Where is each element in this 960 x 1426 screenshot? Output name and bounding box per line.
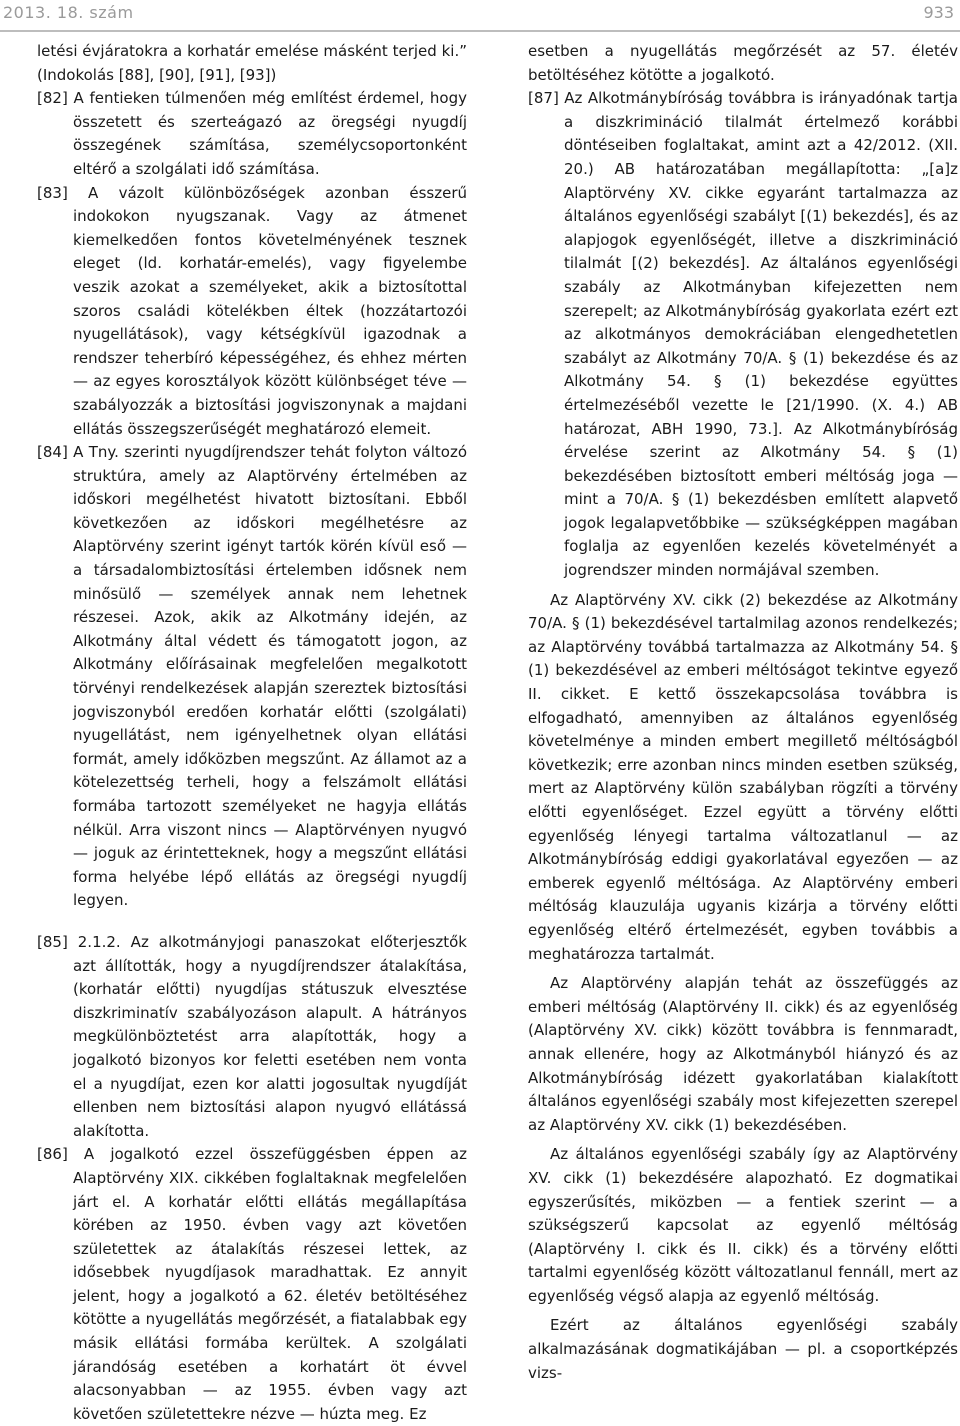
paragraph-quote-b: Az Alaptörvény alapján tehát az összefüggés az emberi méltóság (Alaptörvény II. cikk) és az egyenlőség (Alaptörvény XV. cikk) között továbbra is fennmaradt, annak ellenére, hogy az Alkotmányból hiányzó és az Alkotmánybíróság idézett gyakorlatában kialakított általános egyenlőségi szabály most kifejezetten szerepel az Alaptörvény XV. cikk (1) bekezdésében. bbox=[528, 974, 958, 1134]
paragraph-continuation: letési évjáratokra a korhatár emelése másként terjed ki.” (Indokolás [88], [90], [91], [93]) bbox=[37, 42, 467, 84]
paragraph-83: [83] A vázolt különbözőségek azonban ésszerű indokokon nyugszanak. Vagy az átmenet kiemelkedően fontos követelményének tesznek eleget (ld. korhatár-emelés), vagy figyelembe veszik azokat a személyeket, akik a biztosítottal szoros családi kötelékben éltek (hozzátartozói nyugellátások), vagy kétségkívül igazodnak a rendszer teherbíró képességéhez, és ehhez mérten — az egyes korosztályok között különbséget téve — szabályozzák a biztosítási jogviszonynak a majdani ellátás összegszerűségét meghatározó elemeit. bbox=[37, 183, 467, 438]
paragraph-82: [82] A fentieken túlmenően még említést érdemel, hogy összetett és szerteágazó az öregségi nyugdíj összegének számítása, személycsoportonként eltérő a szolgálati idő számítása. bbox=[37, 89, 467, 178]
issue-label: 2013. 18. szám bbox=[3, 3, 134, 22]
paragraph-quote-a: Az Alaptörvény XV. cikk (2) bekezdése az Alkotmány 70/A. § (1) bekezdésével tartalmilag azonos rendelkezés; az Alaptörvény továbbá tartalmazza az Alkotmány 54. § (1) bekezdésével az emberi méltóságot tekintve egyező II. cikket. E kettő összekapcsolása továbbra is elfogadható, amennyiben az általános egyenlőség követelménye a minden embert megillető méltóságból következik; erre azonban nincs minden esetben szükség, mert az Alaptörvény külön szabályban rögzíti a törvény előtti egyenlőséget. Ezzel együtt a törvény előtti egyenlőség lényegi tartalma változatlanul — az Alkotmánybíróság eddigi gyakorlatával egyezően — az emberek egyenlő méltósága. Az Alaptörvény emberi méltóság klauzulája ugyanis kizárja a törvény előtti egyenlőség eltérő értelmezését, egyben továbbis a meghatározza tartalmát. bbox=[528, 590, 958, 963]
page-header bbox=[0, 0, 960, 32]
paragraph-87: [87] Az Alkotmánybíróság továbbra is irányadónak tartja a diszkrimináció tilalmát értelmező korábbi döntéseiben foglaltakat, amint azt a 42/2012. (XII. 20.) AB határozatában megállapította: „[a]z Alaptörvény XV. cikke egyaránt tartalmazza az általános egyenlőségi szabályt [(1) bekezdés], és az alapjogok egyenlőségét, illetve a diszkrimináció tilalmát [(2) bekezdés]. Az általános egyenlőségi szabály az Alkotmányban kifejezetten nem szerepelt; az Alkotmánybíróság gyakorlata ezért ezt az alkotmányos demokráciában elengedhetetlen szabályt az Alkotmány 70/A. § (1) bekezdése és az Alkotmány 54. § (1) bekezdése együttes értelmezéséből vezette le [21/1990. (X. 4.) AB határozat, ABH 1990, 73.]. Az Alkotmánybíróság érvelése szerint az Alkotmány 54. § (1) bekezdésében biztosított emberi méltóság joga — mint a 70/A. § (1) bekezdésben említett alapvető jogok legalapvetőbbike — szükségképpen magában foglalja az egyenlően kezelés követelményét a jogrendszer minden normájával szemben. bbox=[528, 89, 958, 580]
paragraph-85: [85] 2.1.2. Az alkotmányjogi panaszokat előterjesztők azt állították, hogy a nyugdíjrendszer átalakítása, (korhatár előtti) nyugdíjas státuszuk elvesztése diszkriminatív szabályozáson alapult. A hátrányos megkülönböztetést arra alapították, hogy a jogalkotó bizonyos kor feletti esetében nem vonta el a nyugdíjat, ezen kor alatti jogosultak nyugdíját ellenben nem biztosítási alapon nyugvó ellátássá alakította. bbox=[37, 932, 467, 1140]
page-number: 933 bbox=[923, 3, 954, 22]
left-column bbox=[37, 40, 467, 1426]
paragraph-quote-d: Ezért az általános egyenlőségi szabály alkalmazásának dogmatikájában — pl. a csoportképzés vizs- bbox=[528, 1316, 958, 1382]
paragraph-84: [84] A Tny. szerinti nyugdíjrendszer tehát folyton változó struktúra, amely az Alaptörvény értelmében az időskori megélhetést hivatott biztosítani. Ebből következően az időskori megélhetésre az Alaptörvény szerint igényt tartók körén kívül eső — a társadalombiztosítási értelemben idősnek nem minősülő — személyek annak nem lehetnek részesei. Azok, akik az Alkotmány idején, az Alkotmány által védett és támogatott jogon, az Alkotmány előírásainak megfelelően megalkotott törvényi rendelkezések alapján szereztek biztosítási jogviszonyból eredően korhatár előtti (szolgálati) nyugellátást, nem igényelhetnek olyan ellátási formát, amely időközben megszűnt. Az államot az a kötelezettség terheli, hogy a felszámolt ellátási formába tartozott személyeket ne hagyja ellátás nélkül. Arra viszont nincs — Alaptörvényen nyugvó — joguk az érintetteknek, hogy a megszűnt ellátási forma helyébe lépő ellátás az öregségi nyugdíj legyen. bbox=[37, 443, 467, 910]
paragraph-continuation-right: esetben a nyugellátás megőrzését az 57. életév betöltéséhez kötötte a jogalkotó. bbox=[528, 42, 958, 84]
paragraph-86: [86] A jogalkotó ezzel összefüggésben éppen az Alaptörvény XIX. cikkében foglaltaknak megfelelően járt el. A korhatár előtti ellátás megállapítása körében az 1950. évben vagy azt követően születettek az átalakítás részesei lettek, az idősebbek nyugdíjasok maradhattak. Ez annyit jelent, hogy a jogalkotó a 62. életév betöltéséhez kötötte a nyugellátás megőrzését, a fiatalabbak egy másik ellátási formába kerültek. A szolgálati járandóság esetében a korhatárt öt évvel alacsonyabban — az 1955. évben vagy azt követően születettekre nézve — húzta meg. Ez bbox=[37, 1145, 467, 1423]
paragraph-quote-c: Az általános egyenlőségi szabály így az Alaptörvény XV. cikk (1) bekezdésére alapozható. Ez dogmatikai egyszerűsítés, miközben — a fentiek szerint — a szükségszerű kapcsolat az egyenlő méltóság (Alaptörvény I. cikk és II. cikk) és a törvény előtti tartalmi egyenlőség között változatlanul fennáll, mert az egyenlőség végső alapja az egyenlő méltóság. bbox=[528, 1145, 958, 1305]
right-column bbox=[528, 40, 958, 1385]
